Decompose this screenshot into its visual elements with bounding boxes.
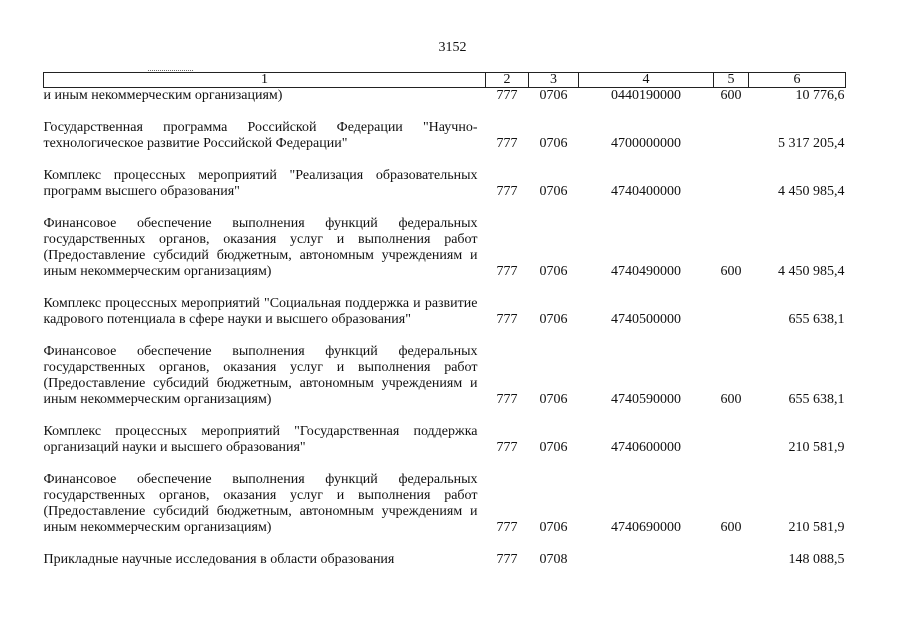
cell-description: Прикладные научные исследования в области образования <box>43 552 395 567</box>
cell-expense-type <box>714 424 749 456</box>
cell-description: Комплекс процессных мероприятий "Реализация образовательных программ высшего образования" <box>43 168 478 199</box>
table-row <box>44 216 846 280</box>
cell-target: 4740500000 <box>611 312 681 327</box>
cell-expense-type <box>714 120 749 152</box>
row-spacer-cell <box>44 104 846 120</box>
row-spacer <box>44 456 846 472</box>
cell-target: 0440190000 <box>611 88 681 103</box>
cell-expense-type <box>714 168 749 200</box>
row-spacer <box>44 104 846 120</box>
row-spacer <box>44 328 846 344</box>
budget-table <box>43 72 846 568</box>
row-spacer <box>44 200 846 216</box>
cell-description: Финансовое обеспечение выполнения функций федеральных государственных органов, оказания услуг и выполнения работ (Предоставление субсидий бюджетным, автономным учреждениям и иным некоммерческим организациям) <box>43 216 478 279</box>
cell-ministry: 777 <box>496 440 518 455</box>
cell-description: Комплекс процессных мероприятий "Государственная поддержка организаций науки и высшего образования" <box>43 424 478 455</box>
cell-target: 4740600000 <box>611 440 681 455</box>
row-spacer-cell <box>44 408 846 424</box>
row-spacer <box>44 536 846 552</box>
cell-expense-type <box>714 552 749 568</box>
cell-target: 4700000000 <box>611 136 681 151</box>
cell-ministry: 777 <box>496 392 518 407</box>
cell-ministry: 777 <box>496 184 518 199</box>
page-number: 3152 <box>438 40 467 55</box>
column-header: 5 <box>714 73 749 88</box>
cell-section: 0706 <box>539 520 568 535</box>
row-spacer-cell <box>44 456 846 472</box>
row-spacer-cell <box>44 200 846 216</box>
cell-section: 0706 <box>539 440 568 455</box>
cell-amount: 148 088,5 <box>788 552 845 567</box>
cell-target <box>579 552 714 568</box>
table-row <box>44 296 846 328</box>
cell-target: 4740690000 <box>611 520 681 535</box>
cell-amount: 210 581,9 <box>788 440 845 455</box>
cell-ministry: 777 <box>496 312 518 327</box>
table-row <box>44 168 846 200</box>
cell-amount: 5 317 205,4 <box>778 136 845 151</box>
cell-section: 0706 <box>539 264 568 279</box>
cell-target: 4740400000 <box>611 184 681 199</box>
cell-target: 4740490000 <box>611 264 681 279</box>
cell-ministry: 777 <box>496 520 518 535</box>
cell-expense-type: 600 <box>720 392 742 407</box>
row-spacer <box>44 408 846 424</box>
cell-ministry: 777 <box>496 264 518 279</box>
cell-amount: 210 581,9 <box>788 520 845 535</box>
cell-section: 0706 <box>539 136 568 151</box>
cell-amount: 655 638,1 <box>788 392 845 407</box>
cell-expense-type: 600 <box>720 88 742 103</box>
cell-section: 0706 <box>539 88 568 103</box>
row-spacer-cell <box>44 280 846 296</box>
cell-amount: 10 776,6 <box>795 88 845 103</box>
column-header: 1 <box>44 73 486 88</box>
cell-section: 0706 <box>539 392 568 407</box>
cell-description: Финансовое обеспечение выполнения функций федеральных государственных органов, оказания услуг и выполнения работ (Предоставление субсидий бюджетным, автономным учреждениям и иным некоммерческим организациям) <box>43 472 478 535</box>
cell-amount: 4 450 985,4 <box>778 264 845 279</box>
cell-ministry: 777 <box>496 88 518 103</box>
table-row <box>44 344 846 408</box>
cell-ministry: 777 <box>496 136 518 151</box>
table-row <box>44 472 846 536</box>
column-header: 4 <box>579 73 714 88</box>
cell-amount: 4 450 985,4 <box>778 184 845 199</box>
row-spacer-cell <box>44 328 846 344</box>
row-spacer-cell <box>44 152 846 168</box>
row-spacer <box>44 280 846 296</box>
cell-description: Финансовое обеспечение выполнения функций федеральных государственных органов, оказания услуг и выполнения работ (Предоставление субсидий бюджетным, автономным учреждениям и иным некоммерческим организациям) <box>43 344 478 407</box>
cell-amount: 655 638,1 <box>788 312 845 327</box>
row-spacer-cell <box>44 536 846 552</box>
table-row <box>44 120 846 152</box>
cell-section: 0706 <box>539 312 568 327</box>
cell-description: Государственная программа Российской Федерации "Научно-технологическое развитие Российской Федерации" <box>43 120 478 151</box>
cell-section: 0708 <box>539 552 568 567</box>
row-spacer <box>44 152 846 168</box>
table-row <box>44 552 846 568</box>
table-row <box>44 88 846 105</box>
cell-description: и иным некоммерческим организациям) <box>43 88 283 103</box>
cell-description: Комплекс процессных мероприятий "Социальная поддержка и развитие кадрового потенциала в сфере науки и высшего образования" <box>43 296 478 327</box>
table-header-row <box>44 73 846 88</box>
column-header: 6 <box>749 73 846 88</box>
cell-expense-type <box>714 296 749 328</box>
table-body <box>44 88 846 569</box>
column-header: 2 <box>486 73 529 88</box>
cell-section: 0706 <box>539 184 568 199</box>
table-row <box>44 424 846 456</box>
cell-ministry: 777 <box>496 552 518 567</box>
cell-target: 4740590000 <box>611 392 681 407</box>
cell-expense-type: 600 <box>720 264 742 279</box>
cell-expense-type: 600 <box>720 520 742 535</box>
column-header: 3 <box>529 73 579 88</box>
